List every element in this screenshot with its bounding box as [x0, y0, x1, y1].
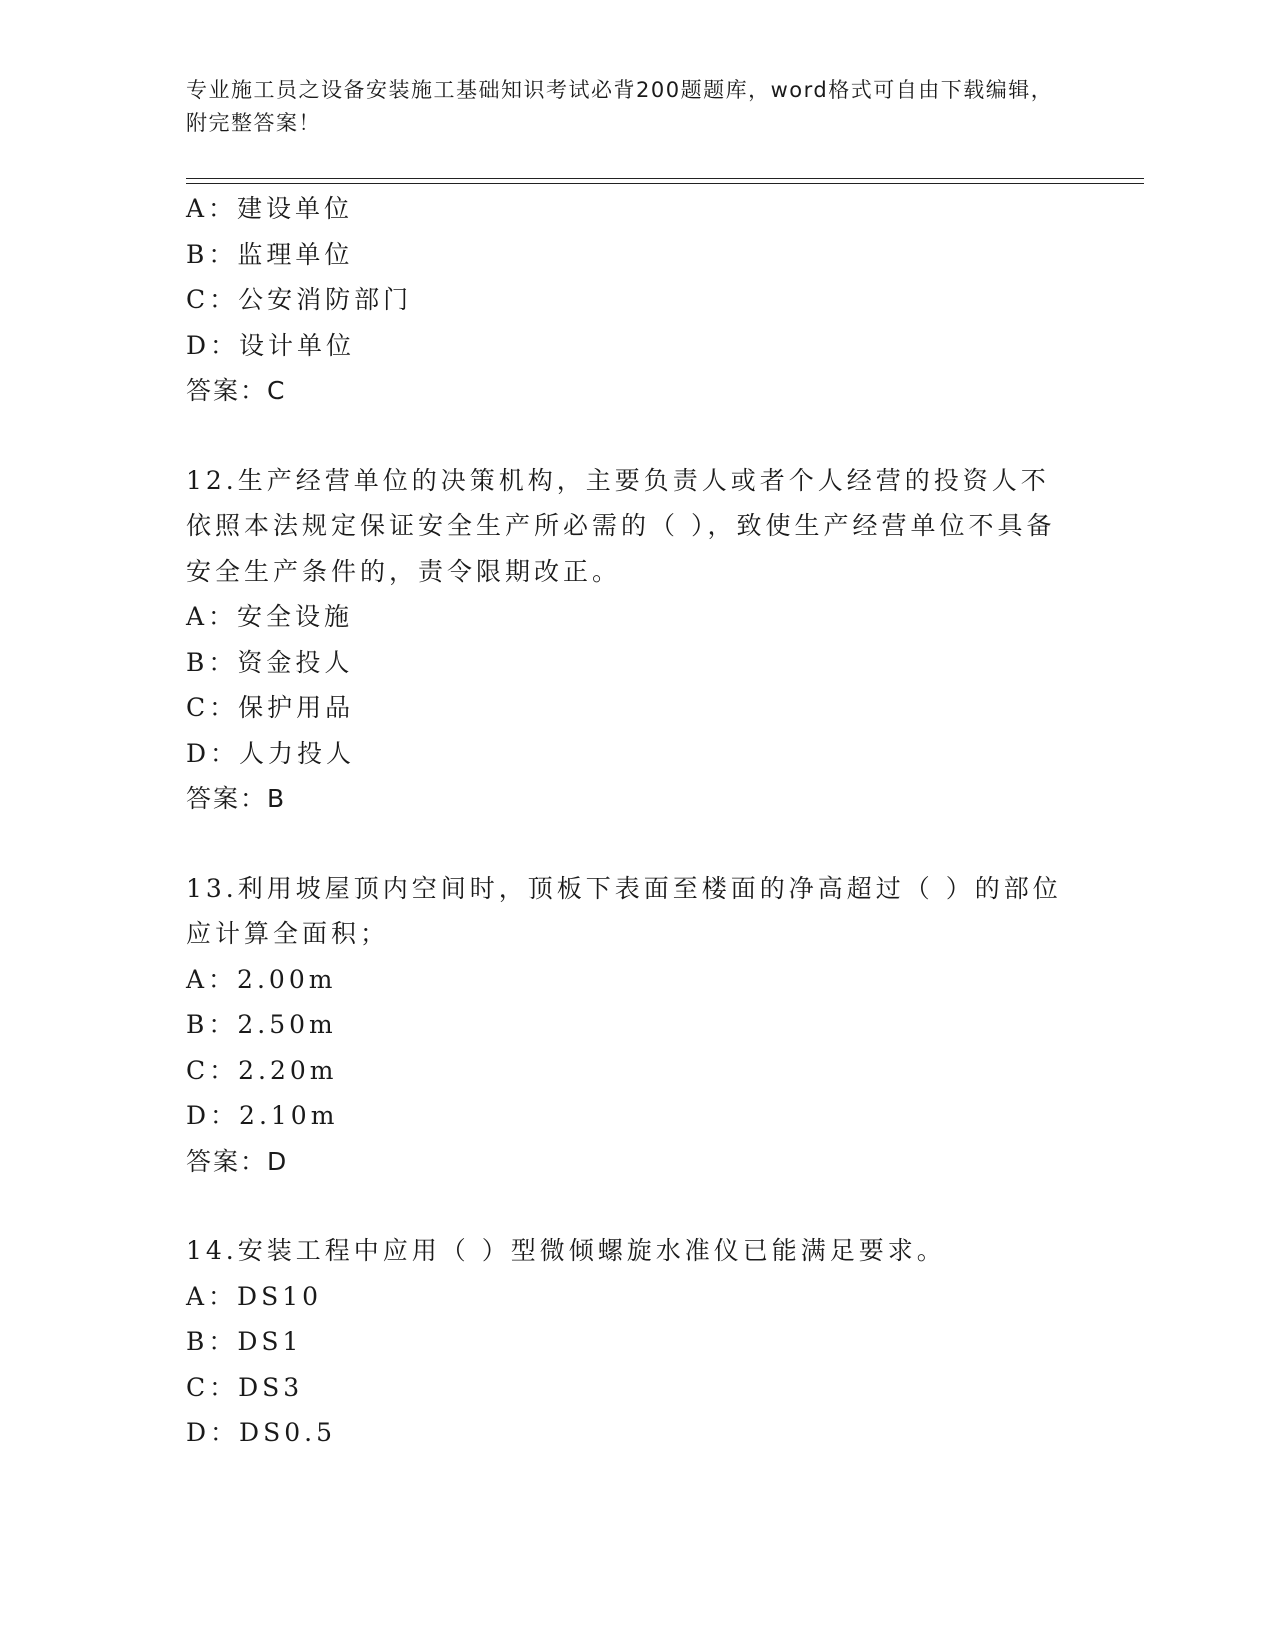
- question-11: [186, 186, 1066, 414]
- option-d: D：DS0.5: [186, 1418, 336, 1447]
- question-list: [186, 186, 1066, 1456]
- header-title: 专业施工员之设备安装施工基础知识考试必背200题题库，word格式可自由下载编辑，附完整答案！: [186, 78, 1054, 135]
- option-a: A：DS10: [186, 1281, 323, 1311]
- option-c: C：公安消防部门: [186, 285, 413, 314]
- question-12: [186, 458, 1066, 822]
- option-b: B：资金投人: [186, 647, 354, 677]
- option-c: C：保护用品: [186, 693, 355, 722]
- question-stem: 12.生产经营单位的决策机构，主要负责人或者个人经营的投资人不依照本法规定保证安全生产所必需的（ ），致使生产经营单位不具备安全生产条件的，责令限期改正。: [186, 465, 1056, 586]
- question-stem: 13.利用坡屋顶内空间时，顶板下表面至楼面的净高超过（ ）的部位应计算全面积；: [186, 873, 1062, 948]
- question-stem: 14.安装工程中应用（ ）型微倾螺旋水准仪已能满足要求。: [186, 1236, 946, 1265]
- option-d: D：2.10m: [186, 1101, 339, 1130]
- question-13: [186, 866, 1066, 1185]
- document-header: [186, 74, 1066, 140]
- option-b: B：监理单位: [186, 239, 354, 269]
- option-c: C：2.20m: [186, 1055, 338, 1085]
- option-a: A：2.00m: [186, 964, 337, 994]
- answer-line: 答案：B: [186, 784, 287, 813]
- option-c: C：DS3: [186, 1372, 304, 1402]
- option-b: B：DS1: [186, 1327, 303, 1356]
- option-a: A：建设单位: [186, 194, 354, 223]
- option-d: D：人力投人: [186, 738, 356, 768]
- question-spacer: [186, 822, 1066, 866]
- answer-line: 答案：D: [186, 1146, 289, 1176]
- option-b: B：2.50m: [186, 1010, 337, 1039]
- option-d: D：设计单位: [186, 330, 356, 360]
- question-14: [186, 1228, 1066, 1456]
- option-a: A：安全设施: [186, 602, 354, 631]
- header-divider-top: [186, 178, 1144, 179]
- answer-line: 答案：C: [186, 376, 287, 405]
- question-spacer: [186, 414, 1066, 458]
- question-spacer: [186, 1184, 1066, 1228]
- header-divider-bottom: [186, 183, 1144, 184]
